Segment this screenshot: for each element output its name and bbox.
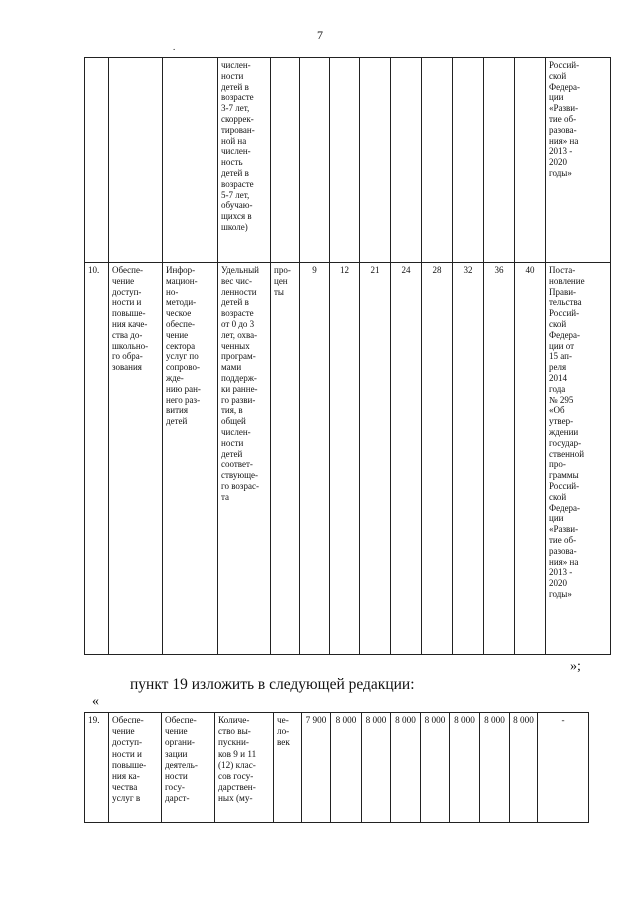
cell-indicator: Удельный вес чис- ленности детей в возрасте от 0 до 3 лет, охва- ченных програм- мами поддерж- ки ранне- го разви- тия, в общей числен- ности детей соответ- ствующе- го возрас- та <box>218 263 271 655</box>
cell-value: 8 000 <box>480 713 510 823</box>
cell-indicator: числен- ности детей в возрасте 3-7 лет, скоррек- тирован- ной на числен- ность детей в возрасте 5-7 лет, обучаю- щихся в школе) <box>218 58 271 263</box>
cell-value: 28 <box>422 263 453 655</box>
cell-value: 8 000 <box>510 713 538 823</box>
cell-value <box>515 58 546 263</box>
cell-value: 24 <box>391 263 422 655</box>
cell-value: 40 <box>515 263 546 655</box>
opening-quote-mark: « <box>92 694 99 709</box>
cell-value: 8 000 <box>391 713 421 823</box>
cell-indicator: Количе- ство вы- пускни- ков 9 и 11 (12) клас- сов госу- дарствен- ных (му- <box>215 713 274 823</box>
cell-value <box>360 58 391 263</box>
cell-value: 7 900 <box>302 713 331 823</box>
cell-unit: че- ло- век <box>274 713 302 823</box>
cell-value: 32 <box>453 263 484 655</box>
page-number: 7 <box>317 28 323 42</box>
cell-value <box>422 58 453 263</box>
cell-task <box>109 58 163 263</box>
cell-measure: Обеспе- чение органи- зации деятель- ности госу- дарст- <box>162 713 215 823</box>
cell-number: 19. <box>85 713 109 823</box>
table-row <box>85 58 611 263</box>
cell-value: 8 000 <box>362 713 391 823</box>
amendment-instruction: пункт 19 изложить в следующей редакции: <box>130 676 415 693</box>
cell-value <box>330 58 360 263</box>
cell-value: 36 <box>484 263 515 655</box>
cell-unit: про- цен ты <box>271 263 300 655</box>
cell-value: 21 <box>360 263 391 655</box>
cell-basis: Россий- ской Федера- ции «Разви- тие об- разова- ния» на 2013 - 2020 годы» <box>546 58 611 263</box>
cell-value <box>300 58 330 263</box>
cell-number <box>85 58 109 263</box>
cell-unit <box>271 58 300 263</box>
targets-table-continuation <box>84 57 611 655</box>
cell-task: Обеспе- чение доступ- ности и повыше- ния ка- чества услуг в <box>109 713 162 823</box>
cell-value: 8 000 <box>331 713 362 823</box>
closing-quote-mark: »; <box>570 659 581 674</box>
cell-value <box>391 58 422 263</box>
table-row <box>85 263 611 655</box>
cell-value: 12 <box>330 263 360 655</box>
targets-table-item-19 <box>84 712 589 823</box>
cell-basis: Поста- новление Прави- тельства Россий- ской Федера- ции от 15 ап- реля 2014 года № 295 «Об утвер- ждении государ- ственной про- граммы Россий- ской Федера- ции «Разви- тие об- разова- ния» на 2013 - 2020 годы» <box>546 263 611 655</box>
cell-task: Обеспе- чение доступ- ности и повыше- ния каче- ства до- школьно- го обра- зования <box>109 263 163 655</box>
cell-value <box>453 58 484 263</box>
cell-value: 8 000 <box>450 713 480 823</box>
cell-value: 9 <box>300 263 330 655</box>
cell-number: 10. <box>85 263 109 655</box>
cell-value <box>484 58 515 263</box>
cell-value: 8 000 <box>421 713 450 823</box>
stray-mark: . <box>173 42 176 52</box>
table-row <box>85 713 589 823</box>
cell-basis: - <box>538 713 589 823</box>
cell-measure <box>163 58 218 263</box>
cell-measure: Инфор- мацион- но- методи- ческое обеспе- чение сектора услуг по сопрово- жде- нию ран- него раз- вития детей <box>163 263 218 655</box>
